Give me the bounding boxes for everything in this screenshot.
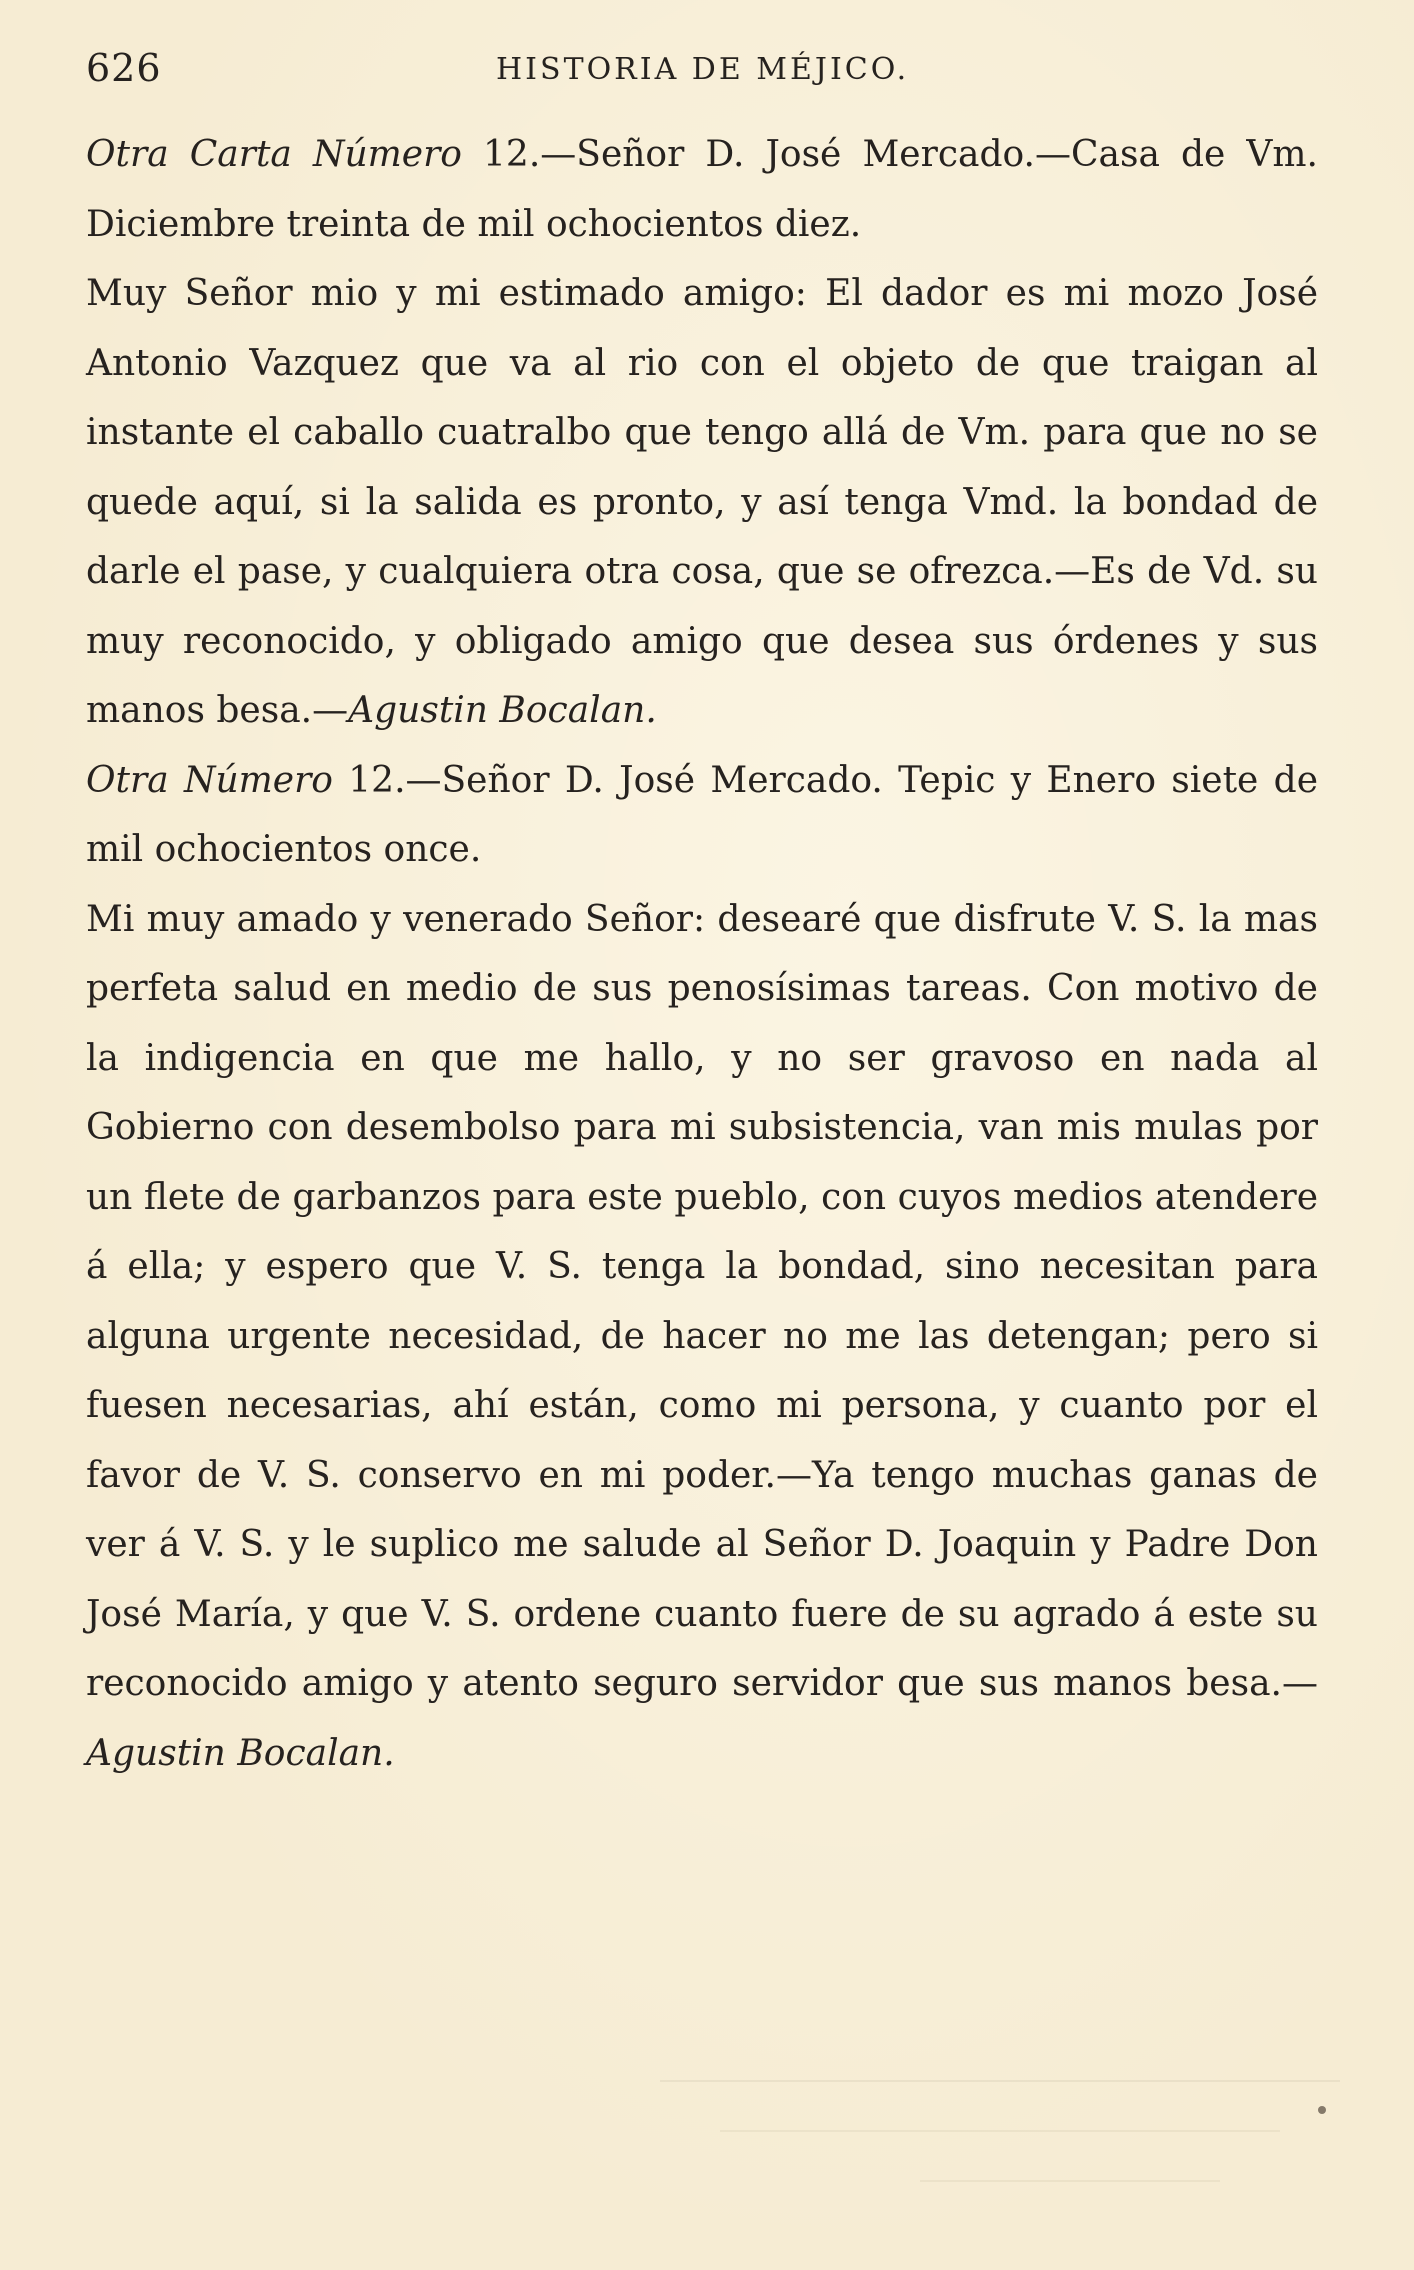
ink-speck: [1318, 2106, 1326, 2114]
letter-body-text: Muy Señor mio y mi estimado amigo: El dador es mi mozo José Antonio Vazquez que va al rio con el objeto de que traigan al instante el caballo cuatralbo que tengo allá de Vm. para que no se quede aquí, si la salida es pronto, y así tenga Vmd. la bondad de darle el pase, y cualquiera otra cosa, que se ofrezca.—Es de Vd. su muy reconocido, y obligado amigo que desea sus órdenes y sus manos besa.—: [86, 273, 1318, 731]
letter-heading-text: 12.—Señor D. José Mercado.—Casa de Vm. Diciembre treinta de mil ochocientos diez.: [86, 134, 1318, 245]
letter-heading-label: Otra Número: [86, 759, 333, 801]
letter-heading-text: 12.—Señor D. José Mercado. Tepic y Enero siete de mil ochocientos once.: [86, 759, 1318, 870]
running-head: [86, 46, 1334, 106]
paragraph-letter-heading-1: [86, 120, 1318, 259]
paragraph-letter-body-1: [86, 259, 1318, 746]
body-text: [86, 120, 1318, 1788]
signature: Agustin Bocalan.: [348, 690, 657, 731]
running-title: HISTORIA DE MÉJICO.: [496, 52, 910, 87]
letter-heading-label: Otra Carta Número: [86, 134, 462, 175]
letter-body-text: Mi muy amado y venerado Señor: desearé que disfrute V. S. la mas perfeta salud en medio de sus penosísimas tareas. Con motivo de la indigencia en que me hallo, y no ser gravoso en nada al Gobierno con desembolso para mi subsistencia, van mis mulas por un flete de garbanzos para este pueblo, con cuyos medios atendere á ella; y espero que V. S. tenga la bondad, sino necesitan para alguna urgente necesidad, de hacer no me las detengan; pero si fuesen necesarias, ahí están, como mi persona, y cuanto por el favor de V. S. conservo en mi poder.—Ya tengo muchas ganas de ver á V. S. y le suplico me salude al Señor D. Joaquin y Padre Don José María, y que V. S. ordene cuanto fuere de su agrado á este su reconocido amigo y atento seguro servidor que sus manos besa.—: [86, 898, 1318, 1704]
paragraph-letter-heading-2: [86, 746, 1318, 885]
paragraph-letter-body-2: [86, 885, 1318, 1789]
signature: Agustin Bocalan.: [86, 1732, 395, 1774]
page-number: 626: [86, 46, 162, 90]
bleed-through-decoration: [640, 2080, 1340, 2240]
